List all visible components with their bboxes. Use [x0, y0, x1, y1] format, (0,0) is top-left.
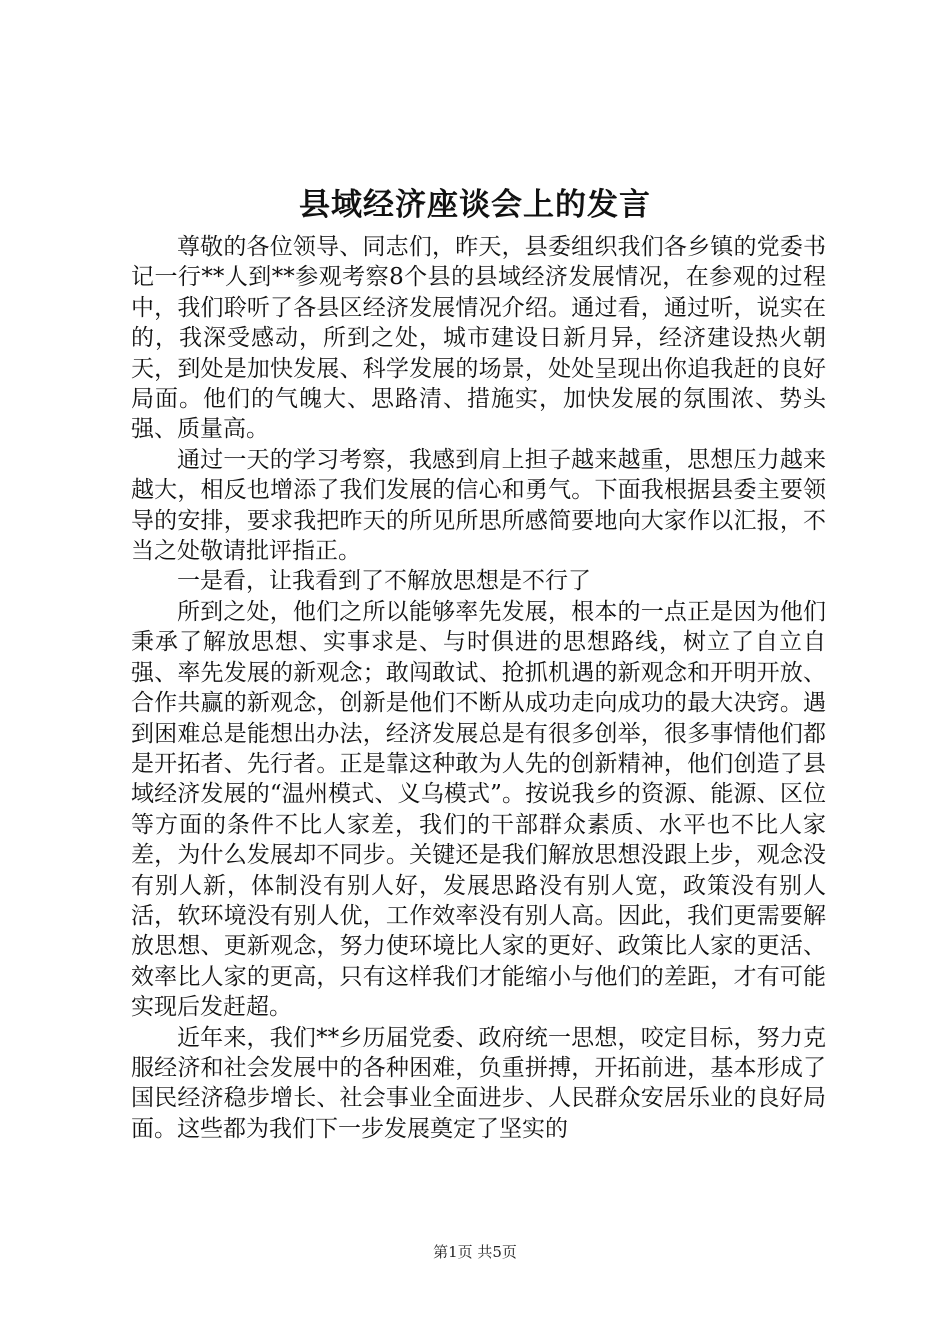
paragraph-liberate-thinking: 所到之处，他们之所以能够率先发展，根本的一点正是因为他们秉承了解放思想、实事求是、与时俱进的思想路线，树立了自立自强、率先发展的新观念；敢闯敢试、抢抓机遇的新观念和开明开放、合作共赢的新观念，创新是他们不断从成功走向成功的最大决窍。遇到困难总是能想出办法，经济发展总是有很多创举，很多事情他们都是开拓者、先行者。正是靠这种敢为人先的创新精神，他们创造了县域经济发展的“温州模式、义乌模式”。按说我乡的资源、能源、区位等方面的条件不比人家差，我们的干部群众素质、水平也不比人家差，为什么发展却不同步。关键还是我们解放思想没跟上步，观念没有别人新，体制没有别人好，发展思路没有别人宽，政策没有别人活，软环境没有别人优，工作效率没有别人高。因此，我们更需要解放思想、更新观念，努力使环境比人家的更好、政策比人家的更活、效率比人家的更高，只有这样我们才能缩小与他们的差距，才有可能实现后发赶超。	[131, 598, 826, 1021]
page-footer: 第1页 共5页	[433, 1243, 517, 1261]
document-body	[131, 232, 826, 1144]
document-title: 县域经济座谈会上的发言	[299, 187, 651, 223]
paragraph-greeting: 尊敬的各位领导、同志们，昨天，县委组织我们各乡镇的党委书记一行**人到**参观考察8个县的县域经济发展情况，在参观的过程中，我们聆听了各县区经济发展情况介绍。通过看，通过听，说实在的，我深受感动，所到之处，城市建设日新月异，经济建设热火朝天，到处是加快发展、科学发展的场景，处处呈现出你追我赶的良好局面。他们的气魄大、思路清、措施实，加快发展的氛围浓、势头强、质量高。	[131, 234, 826, 443]
section-heading-first-point: 一是看，让我看到了不解放思想是不行了	[177, 568, 591, 595]
paragraph-recent-years: 近年来，我们**乡历届党委、政府统一思想，咬定目标，努力克服经济和社会发展中的各种困难，负重拼搏，开拓前进，基本形成了国民经济稳步增长、社会事业全面进步、人民群众安居乐业的良好局面。这些都为我们下一步发展奠定了坚实的	[131, 1024, 826, 1142]
paragraph-study-tour: 通过一天的学习考察，我感到肩上担子越来越重，思想压力越来越大，相反也增添了我们发展的信心和勇气。下面我根据县委主要领导的安排，要求我把昨天的所见所思所感简要地向大家作以汇报，不当之处敬请批评指正。	[131, 446, 826, 565]
